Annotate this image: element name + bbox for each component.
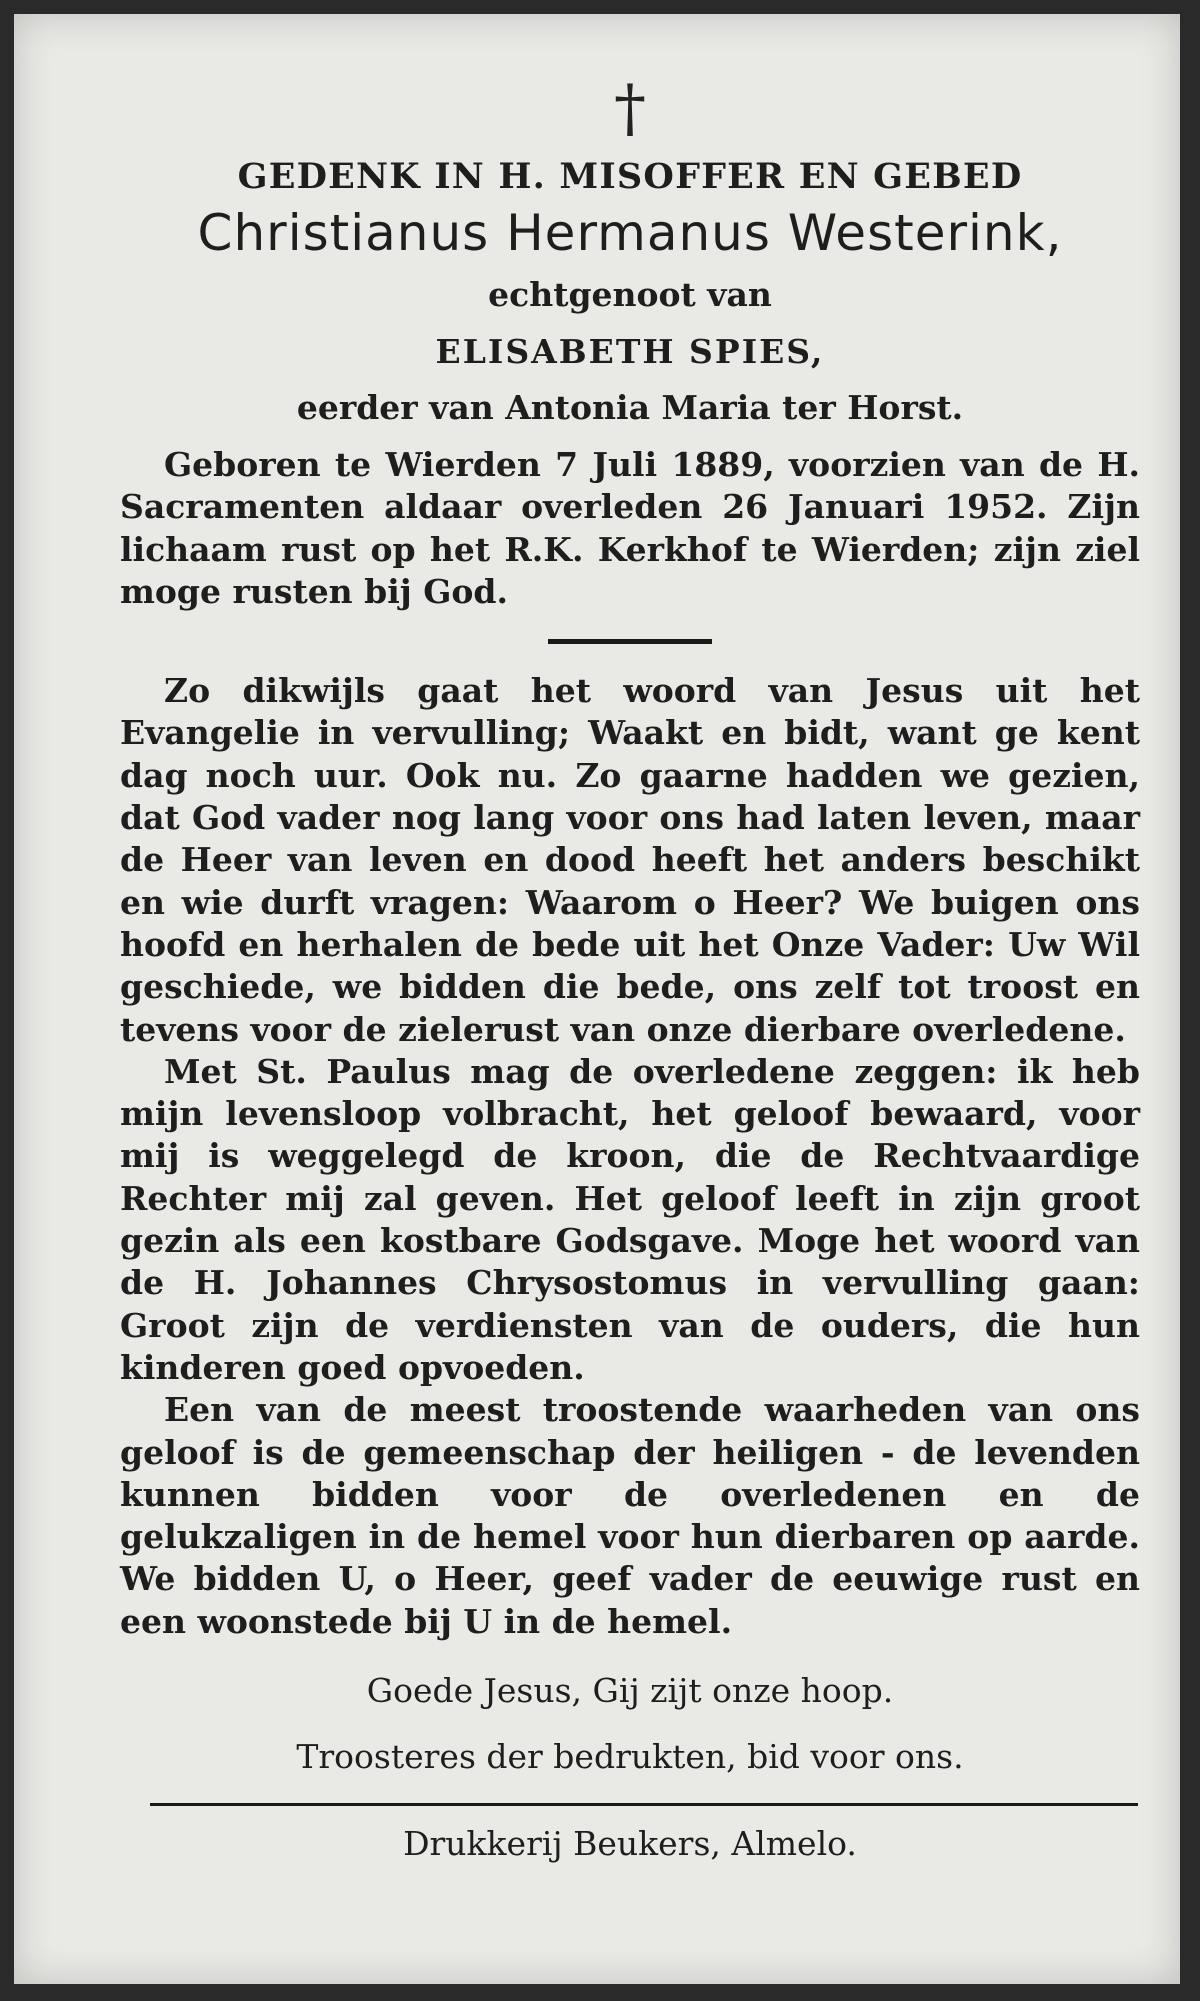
prayer-line-2: Troosteres der bedrukten, bid voor ons. [296, 1737, 964, 1777]
biography: Geboren te Wierden 7 Juli 1889, voorzien van de H. Sacramenten aldaar overleden 26 Januari 1952. Zijn lichaam rust op het R.K. Kerkhof te Wierden; zijn ziel moge rusten bij God. [120, 445, 1140, 611]
heading: GEDENK IN H. MISOFFER EN GEBED [237, 156, 1023, 197]
prayer-line-1: Goede Jesus, Gij zijt onze hoop. [366, 1671, 894, 1711]
spouse-name: ELISABETH SPIES, [435, 332, 825, 371]
memorial-card [14, 14, 1180, 1984]
former-spouse: eerder van Antonia Maria ter Horst. [296, 388, 964, 427]
paragraph-2: Met St. Paulus mag de overledene zeggen: ik heb mijn levensloop volbracht, het geloof bewaard, voor mij is weggelegd de kroon, die de Rechtvaardige Rechter mij zal geven. Het geloof leeft in zijn groot gezin als een kostbare Godsgave. Moge het woord van de H. Johannes Chrysostomus in vervulling gaan: Groot zijn de verdiensten van de ouders, die hun kinderen goed opvoeden. [120, 1051, 1140, 1387]
divider-short [548, 639, 712, 644]
paragraph-1: Zo dikwijls gaat het woord van Jesus uit het Evangelie in vervulling; Waakt en bidt, want ge kent dag noch uur. Ook nu. Zo gaarne hadden we gezien, dat God vader nog lang voor ons had laten leven, maar de Heer van leven en dood heeft het anders beschikt en wie durft vragen: Waarom o Heer? We buigen ons hoofd en herhalen de bede uit het Onze Vader: Uw Wil geschiede, we bidden die bede, ons zelf tot troost en tevens voor de zielerust van onze dierbare overledene. [120, 671, 1140, 1049]
spouse-intro: echtgenoot van [488, 275, 772, 314]
cross-icon: † [614, 72, 646, 146]
paragraph-3: Een van de meest troostende waarheden van ons geloof is de gemeenschap der heiligen - de levenden kunnen bidden voor de overledenen en de gelukzaligen in de hemel voor hun dierbaren op aarde. We bidden U, o Heer, geef vader de eeuwige rust en een woonstede bij U in de hemel. [120, 1390, 1140, 1641]
divider-long [150, 1803, 1138, 1806]
deceased-name: Christianus Hermanus Westerink, [197, 204, 1063, 262]
printer-credit: Drukkerij Beukers, Almelo. [403, 1824, 857, 1864]
card-content [120, 74, 1140, 1866]
